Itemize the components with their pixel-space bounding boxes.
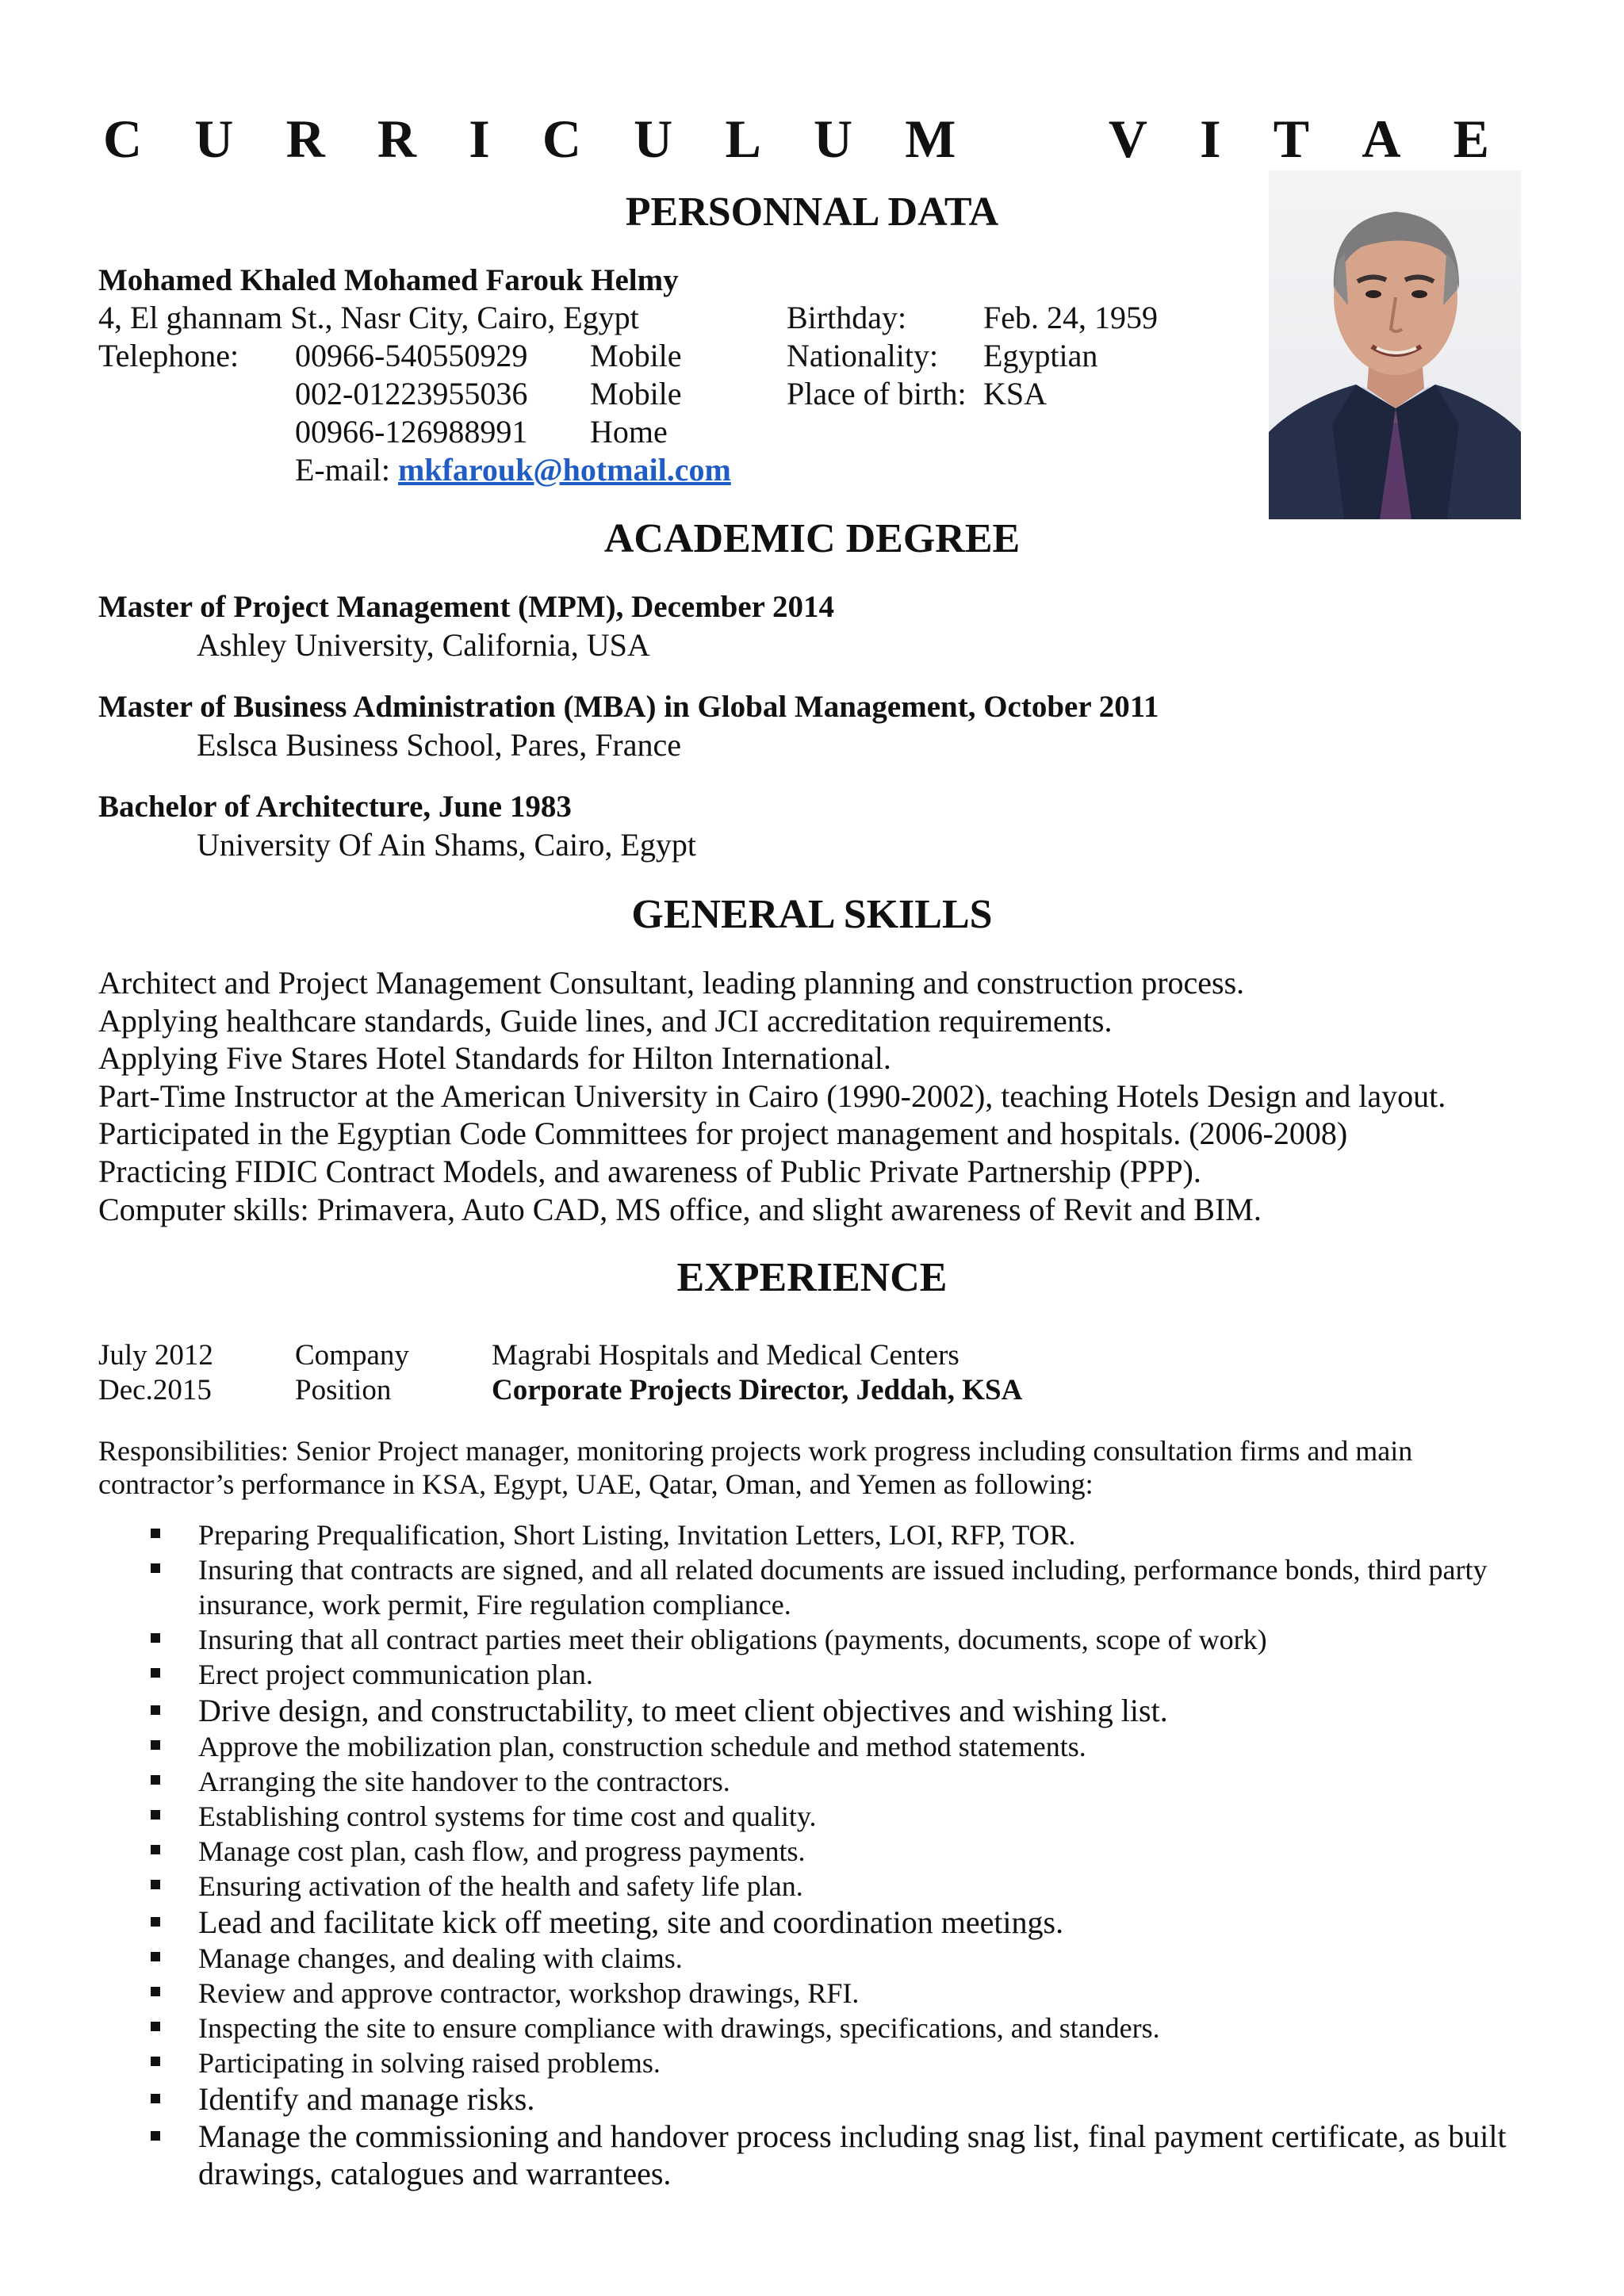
skill-item: Participated in the Egyptian Code Committees for project management and hospitals. (2006-2008): [98, 1115, 1348, 1151]
list-item: Participating in solving raised problems.: [151, 2045, 1515, 2080]
title-letter: C: [542, 109, 581, 169]
list-item: Insuring that contracts are signed, and all related documents are issued including, performance bonds, third party insurance, work permit, Fire regulation compliance.: [151, 1552, 1515, 1622]
skill-item: Computer skills: Primavera, Auto CAD, MS office, and slight awareness of Revit and BIM.: [98, 1192, 1262, 1227]
list-item: Manage the commissioning and handover process including snag list, final payment certificate, as built drawings, catalogues and warrantees.: [151, 2118, 1515, 2192]
bullet-square-icon: [151, 1987, 160, 1996]
section-heading-personal: PERSONNAL DATA: [625, 189, 999, 235]
bullet-square-icon: [151, 2057, 160, 2066]
list-item: Lead and facilitate kick off meeting, site and coordination meetings.: [151, 1904, 1515, 1941]
job-end-date: Dec.2015: [98, 1374, 212, 1406]
list-item: Insuring that all contract parties meet their obligations (payments, documents, scope of work): [151, 1622, 1515, 1657]
nationality-value: Egyptian: [983, 338, 1098, 373]
list-item: Inspecting the site to ensure compliance with drawings, specifications, and standers.: [151, 2011, 1515, 2045]
phone-number: 002-01223955036: [295, 376, 528, 411]
bullet-square-icon: [151, 1775, 160, 1785]
bullet-square-icon: [151, 1917, 160, 1927]
bullet-square-icon: [151, 1705, 160, 1715]
bullet-square-icon: [151, 1529, 160, 1538]
bullet-square-icon: [151, 1633, 160, 1643]
full-name: Mohamed Khaled Mohamed Farouk Helmy: [98, 263, 679, 297]
skill-item: Applying healthcare standards, Guide lines, and JCI accreditation requirements.: [98, 1003, 1113, 1039]
address: 4, El ghannam St., Nasr City, Cairo, Egypt: [98, 300, 639, 335]
responsibilities-intro: Responsibilities: Senior Project manager, monitoring projects work progress including consultation firms and main: [98, 1435, 1413, 1467]
title-letter: R: [377, 109, 416, 169]
title-letter: V: [1108, 109, 1147, 169]
list-item: Manage cost plan, cash flow, and progress payments.: [151, 1834, 1515, 1869]
phone-type: Mobile: [590, 338, 682, 373]
list-item: Ensuring activation of the health and safety life plan.: [151, 1869, 1515, 1904]
bullet-square-icon: [151, 1952, 160, 1961]
email-link[interactable]: mkfarouk@hotmail.com: [397, 452, 731, 488]
bullet-square-icon: [151, 2022, 160, 2031]
bullet-square-icon: [151, 1845, 160, 1854]
list-item: Establishing control systems for time cost and quality.: [151, 1799, 1515, 1834]
birthplace-label: Place of birth:: [787, 376, 967, 411]
bullet-square-icon: [151, 1810, 160, 1820]
responsibilities-intro: contractor’s performance in KSA, Egypt, UAE, Qatar, Oman, and Yemen as following:: [98, 1468, 1094, 1500]
phone-type: Mobile: [590, 376, 682, 411]
nationality-label: Nationality:: [787, 338, 939, 373]
list-item: Approve the mobilization plan, construction schedule and method statements.: [151, 1729, 1515, 1764]
title-letter: C: [103, 109, 143, 169]
degree-title: Master of Project Management (MPM), December 2014: [98, 590, 835, 624]
list-item: Preparing Prequalification, Short Listing, Invitation Letters, LOI, RFP, TOR.: [151, 1517, 1515, 1552]
list-item: Arranging the site handover to the contractors.: [151, 1764, 1515, 1799]
skill-item: Practicing FIDIC Contract Models, and awareness of Public Private Partnership (PPP).: [98, 1154, 1201, 1189]
responsibilities-list: [151, 1517, 1515, 2192]
bullet-square-icon: [151, 1740, 160, 1750]
phone-number: 00966-126988991: [295, 414, 528, 450]
bullet-square-icon: [151, 1668, 160, 1678]
degree-school: Eslsca Business School, Pares, France: [197, 727, 682, 763]
list-item: Drive design, and constructability, to meet client objectives and wishing list.: [151, 1692, 1515, 1729]
email-row: [295, 451, 731, 489]
bullet-square-icon: [151, 2094, 160, 2103]
skill-item: Part-Time Instructor at the American University in Cairo (1990-2002), teaching Hotels Design and layout.: [98, 1078, 1446, 1114]
position-label: Position: [295, 1374, 392, 1406]
bullet-square-icon: [151, 1563, 160, 1573]
position-title: Corporate Projects Director, Jeddah, KSA: [492, 1374, 1023, 1406]
phone-type: Home: [590, 414, 668, 450]
title-letter: M: [905, 109, 956, 169]
degree-school: University Of Ain Shams, Cairo, Egypt: [197, 827, 696, 863]
telephone-label: Telephone:: [98, 338, 239, 373]
birthplace-value: KSA: [983, 376, 1048, 411]
title-letter: U: [813, 109, 853, 169]
title-letter: E: [1453, 109, 1489, 169]
section-heading-experience: EXPERIENCE: [676, 1255, 948, 1300]
title-word-gap: [1009, 103, 1056, 174]
title-letter: U: [634, 109, 673, 169]
bullet-square-icon: [151, 2131, 160, 2141]
degree-title: Bachelor of Architecture, June 1983: [98, 790, 572, 824]
title-letter: R: [285, 109, 325, 169]
company-label: Company: [295, 1339, 409, 1372]
title-letter: L: [725, 109, 761, 169]
title-letter: U: [194, 109, 234, 169]
degree-title: Master of Business Administration (MBA) in Global Management, October 2011: [98, 690, 1159, 724]
degree-school: Ashley University, California, USA: [197, 627, 650, 663]
list-item: Erect project communication plan.: [151, 1657, 1515, 1692]
document-title: [0, 103, 1624, 174]
title-letter: A: [1362, 109, 1401, 169]
phone-number: 00966-540550929: [295, 338, 528, 373]
skill-item: Applying Five Stares Hotel Standards for Hilton International.: [98, 1040, 891, 1076]
list-item: Manage changes, and dealing with claims.: [151, 1941, 1515, 1976]
skill-item: Architect and Project Management Consultant, leading planning and construction process.: [98, 965, 1245, 1001]
title-letter: T: [1273, 109, 1310, 169]
company-name: Magrabi Hospitals and Medical Centers: [492, 1339, 959, 1372]
birthday-label: Birthday:: [787, 300, 907, 335]
section-heading-skills: GENERAL SKILLS: [631, 892, 993, 937]
title-letter: I: [469, 109, 490, 169]
list-item: Review and approve contractor, workshop drawings, RFI.: [151, 1976, 1515, 2011]
job-start-date: July 2012: [98, 1339, 213, 1372]
bullet-square-icon: [151, 1880, 160, 1889]
email-label: E-mail:: [295, 452, 390, 488]
section-heading-academic: ACADEMIC DEGREE: [603, 516, 1021, 561]
list-item: Identify and manage risks.: [151, 2080, 1515, 2118]
birthday-value: Feb. 24, 1959: [983, 300, 1158, 335]
title-letter: I: [1200, 109, 1221, 169]
